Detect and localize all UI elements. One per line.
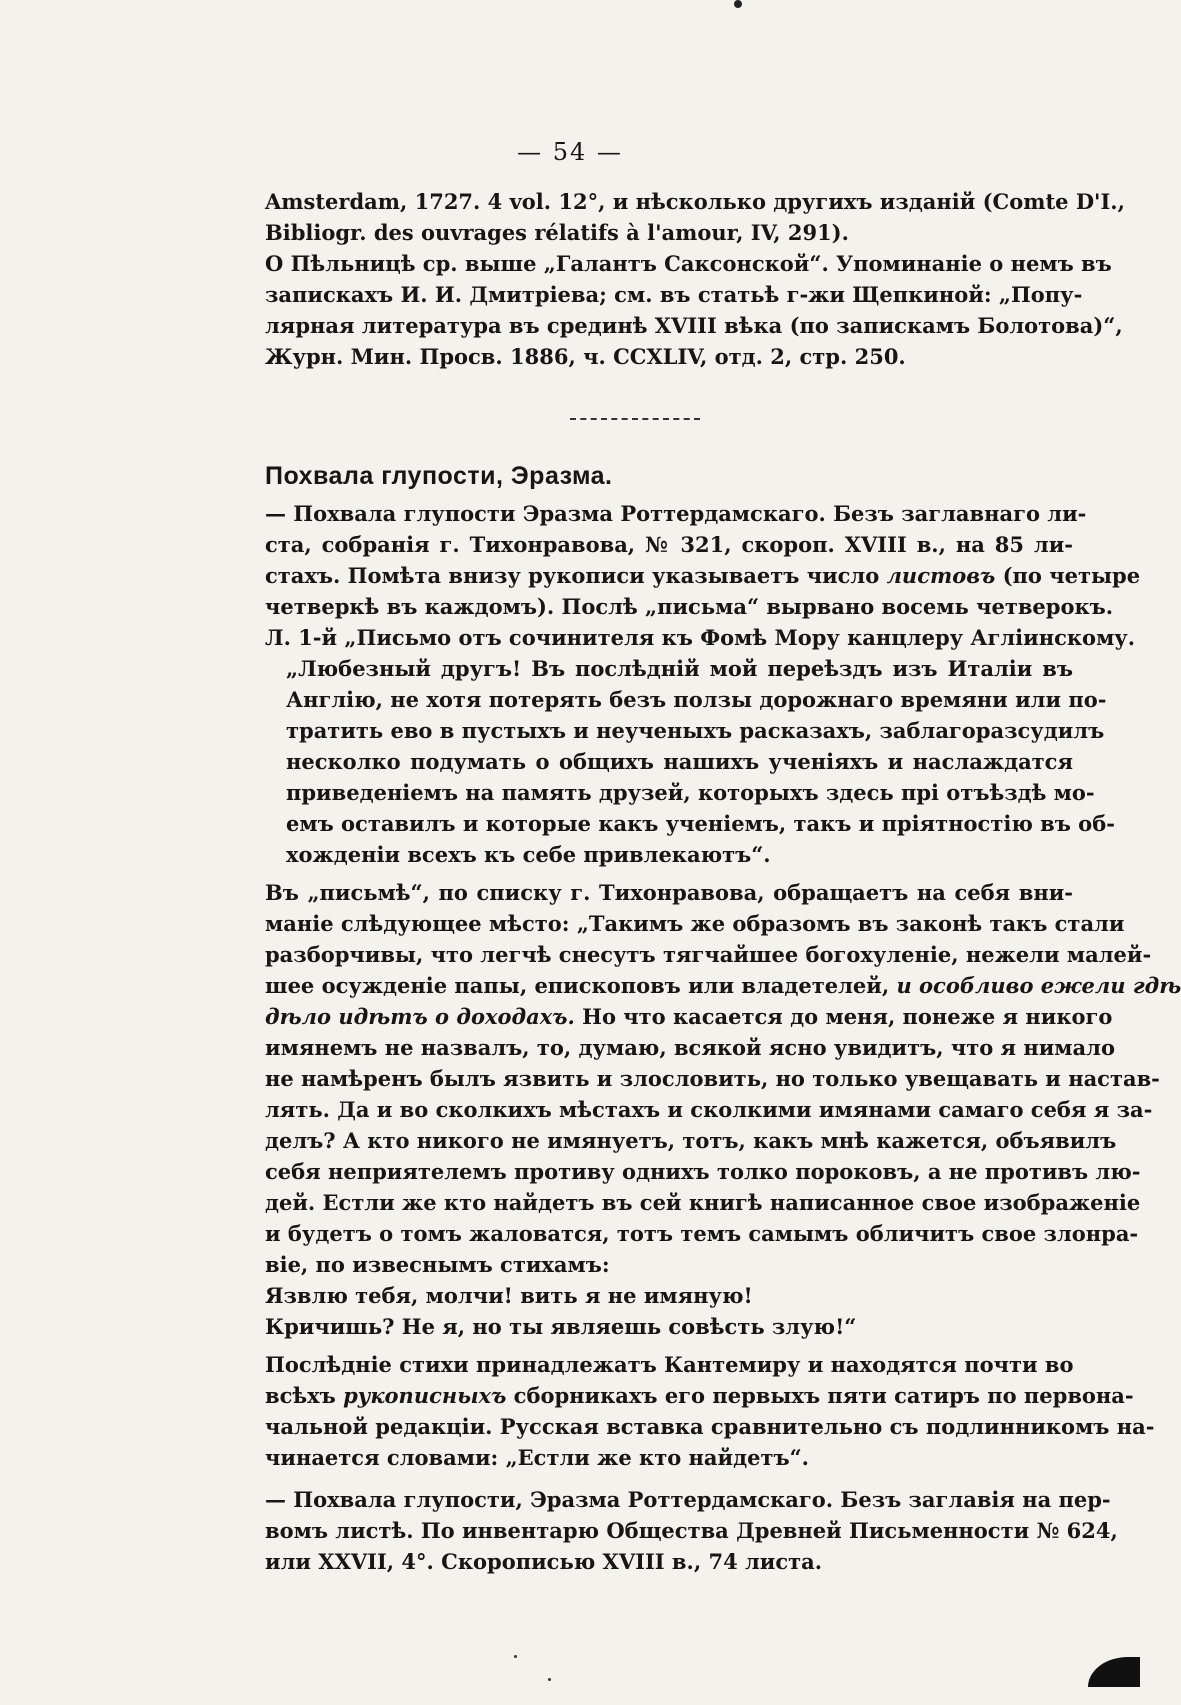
text-line: тратить ево в пустыхъ и неученыхъ расказахъ, заблагоразсудилъ (286, 718, 1105, 743)
text-line: — Похвала глупости Эразма Роттердамскаго. Безъ заглавнаго ли- (265, 501, 1087, 526)
text-span: всѣхъ (265, 1383, 336, 1408)
text-line: Л. 1-й „Письмо отъ сочинителя къ Фомѣ Мору канцлеру Агліинскому. (265, 625, 1136, 650)
text-line: Amsterdam, 1727. 4 vol. 12°, и нѣсколько другихъ изданій (Comte D'I., (265, 189, 1125, 214)
italic-phrase: и особливо ежели гдѣ (896, 973, 1181, 998)
body-paragraph (265, 877, 1181, 1280)
text-span: шее осужденіе папы, епископовъ или владетелей, (265, 973, 890, 998)
text-line: себя неприятелемъ противу однихъ толко пороковъ, а не противъ лю- (265, 1159, 1141, 1184)
text-line: чальной редакціи. Русская вставка сравнительно съ подлинникомъ на- (265, 1414, 1155, 1439)
ink-speck (514, 1655, 517, 1658)
text-line: несколко подумать о общихъ нашихъ ученіяхъ и наслаждатся (286, 749, 1073, 774)
text-line: и будетъ о томъ жаловатся, тотъ темъ самымъ обличитъ свое злонра- (265, 1221, 1139, 1246)
text-line (265, 1380, 1134, 1411)
page-number: — 54 — (517, 138, 623, 166)
italic-word: листовъ (886, 563, 996, 588)
text-line: вомъ листѣ. По инвентарю Общества Древней Письменности № 624, (265, 1518, 1118, 1543)
intro-paragraph (265, 498, 1141, 653)
verse-line: Кричишь? Не я, но ты являешь совѣсть злую!“ (265, 1314, 857, 1339)
text-line: маніе слѣдующее мѣсто: „Такимъ же образомъ въ законѣ такъ стали (265, 911, 1125, 936)
text-line: Англію, не хотя потерять безъ ползы дорожнаго времяни или по- (286, 687, 1107, 712)
text-line: делъ? А кто никого не имянуетъ, тотъ, какъ мнѣ кажется, объявилъ (265, 1128, 1117, 1153)
text-line: четверкѣ въ каждомъ). Послѣ „письма“ вырвано восемь четверокъ. (265, 594, 1114, 619)
text-line: запискахъ И. И. Дмитріева; см. въ статьѣ г-жи Щепкиной: „Попу- (265, 282, 1083, 307)
italic-phrase: дѣло идѣтъ о доходахъ. (265, 1004, 575, 1029)
text-line: дей. Естли же кто найдетъ въ сей книгѣ написанное свое изображеніе (265, 1190, 1141, 1215)
text-line (265, 1001, 1113, 1032)
ink-speck (548, 1678, 551, 1681)
ink-speck (734, 0, 742, 8)
text-line: чинается словами: „Естли же кто найдетъ“. (265, 1445, 809, 1470)
verse-line: Язвлю тебя, молчи! вить я не имяную! (265, 1283, 753, 1308)
text-line: лярная литература въ срединѣ XVIII вѣка (по запискамъ Болотова)“, (265, 313, 1123, 338)
text-line: или XXVII, 4°. Скорописью XVIII в., 74 листа. (265, 1549, 823, 1574)
text-line: Въ „письмѣ“, по списку г. Тихонравова, обращаетъ на себя вни- (265, 880, 1073, 905)
text-span: сборникахъ его первыхъ пяти сатиръ по первона- (513, 1383, 1134, 1408)
text-line: хожденіи всехъ къ себе привлекаютъ“. (286, 842, 771, 867)
text-line: приведеніемъ на память друзей, которыхъ здесь прі отъѣздѣ мо- (286, 780, 1095, 805)
text-line: віе, по извеснымъ стихамъ: (265, 1252, 610, 1277)
continuation-paragraph (265, 186, 1125, 372)
text-line: емъ оставилъ и которые какъ ученіемъ, такъ и пріятностію въ об- (286, 811, 1115, 836)
verse-quote (265, 1280, 1073, 1342)
text-line: Журн. Мин. Просв. 1886, ч. CCXLIV, отд. 2, стр. 250. (265, 344, 906, 369)
text-line: О Пѣльницѣ ср. выше „Галантъ Саксонской“. Упоминаніе о немъ въ (265, 251, 1112, 276)
section-divider (570, 418, 700, 420)
text-line: ста, собранія г. Тихонравова, № 321, скороп. XVIII в., на 85 ли- (265, 532, 1073, 557)
text-line: не намѣренъ былъ язвить и злословить, но только увещавать и настав- (265, 1066, 1160, 1091)
letter-quote (286, 653, 1115, 870)
text-line (265, 560, 1141, 591)
text-line: „Любезный другъ! Въ послѣдній мой переѣздъ изъ Италіи въ (286, 656, 1073, 681)
page-corner-shadow (1088, 1657, 1140, 1687)
text-line: Послѣдніе стихи принадлежатъ Кантемиру и находятся почти во (265, 1352, 1074, 1377)
text-line: — Похвала глупости, Эразма Роттердамскаго. Безъ заглавія на пер- (265, 1487, 1111, 1512)
text-span: Но что касается до меня, понеже я никого (582, 1004, 1113, 1029)
text-span: стахъ. Помѣта внизу рукописи указываетъ число (265, 563, 880, 588)
text-line: имянемъ не назвалъ, то, думаю, всякой ясно увидитъ, что я нимало (265, 1035, 1115, 1060)
commentary-paragraph (265, 1349, 1155, 1473)
text-line: лять. Да и во сколкихъ мѣстахъ и сколкими имянами самаго себя я за- (265, 1097, 1153, 1122)
text-span: (по четыре (1002, 563, 1141, 588)
italic-word: рукописныхъ (343, 1383, 507, 1408)
section-heading: Похвала глупости, Эразма. (265, 462, 613, 490)
text-line: разборчивы, что легчѣ снесутъ тягчайшее богохуленіе, нежели малей- (265, 942, 1152, 967)
text-line: Bibliogr. des ouvrages rélatifs à l'amour, IV, 291). (265, 220, 849, 245)
final-paragraph (265, 1484, 1118, 1577)
text-line (265, 970, 1181, 1001)
